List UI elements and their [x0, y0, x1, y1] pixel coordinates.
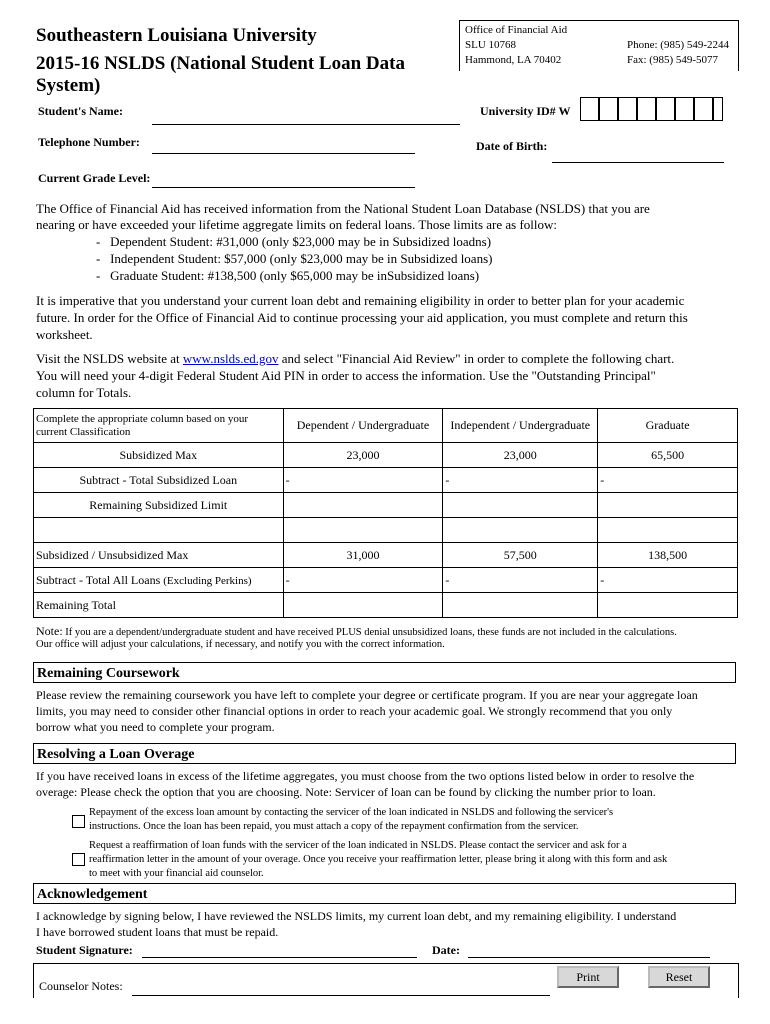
office-slu: SLU 10768: [465, 39, 517, 51]
university-name: Southeastern Louisiana University: [36, 25, 317, 46]
option-repayment-line2: instructions. Once the loan has been repaid, you must attach a copy of the repayment confirmation from the servicer.: [89, 821, 579, 832]
input-cell[interactable]: [443, 518, 598, 543]
table-row: [34, 493, 738, 518]
input-cell[interactable]: [283, 593, 443, 618]
table-row: [34, 468, 738, 493]
counselor-notes-box: [33, 963, 739, 998]
table-row: [34, 593, 738, 618]
note-label: Note:: [36, 624, 63, 638]
telephone-field[interactable]: [152, 139, 415, 154]
intro-line1: The Office of Financial Aid has received information from the National Student Loan Database (NSLDS) that you are: [36, 201, 650, 216]
row-label: Remaining Total: [34, 593, 284, 618]
office-phone: Phone: (985) 549-2244: [627, 39, 730, 51]
imperative-line2: future. In order for the Office of Financial Aid to continue processing your aid application, you must complete and return this: [36, 310, 688, 325]
input-cell[interactable]: [598, 593, 738, 618]
input-cell[interactable]: [443, 593, 598, 618]
row-label: Subtract - Total Subsidized Loan: [34, 468, 284, 493]
overage-heading: Resolving a Loan Overage: [33, 743, 736, 764]
input-cell[interactable]: -: [598, 468, 738, 493]
coursework-line1: Please review the remaining coursework you have left to complete your degree or certificate program. If you are near your aggregate loan: [36, 688, 698, 702]
coursework-line3: borrow what you need to complete your program.: [36, 720, 275, 734]
office-address-box: [459, 20, 739, 71]
signature-label: Student Signature:: [36, 943, 133, 957]
row-label: Subsidized Max: [34, 443, 284, 468]
loan-worksheet-table: [33, 408, 738, 618]
input-cell[interactable]: -: [443, 468, 598, 493]
office-name: Office of Financial Aid: [465, 24, 568, 36]
cell-value: 23,000: [443, 443, 598, 468]
option-reaffirm-line3: to meet with your financial aid counselor.: [89, 868, 264, 879]
visit-line3: column for Totals.: [36, 385, 132, 400]
reset-button[interactable]: Reset: [648, 966, 710, 988]
ack-line2: I have borrowed student loans that must be repaid.: [36, 925, 279, 939]
id-digit-box[interactable]: [599, 97, 618, 121]
id-digit-box[interactable]: [713, 97, 723, 121]
counselor-notes-label: Counselor Notes:: [39, 979, 123, 993]
repayment-checkbox[interactable]: [72, 815, 85, 828]
intro-line2: nearing or have exceeded your lifetime aggregate limits on federal loans. Those limits are as follow:: [36, 217, 558, 232]
counselor-notes-field[interactable]: [132, 981, 550, 996]
coursework-heading: Remaining Coursework: [33, 662, 736, 683]
visit-line1: [36, 350, 674, 367]
cell-value: 65,500: [598, 443, 738, 468]
cell-value: 31,000: [283, 543, 443, 568]
input-cell[interactable]: [598, 493, 738, 518]
overage-line2: overage: Please check the option that you are choosing. Note: Servicer of loan can be found by clicking the number prior to loan.: [36, 785, 656, 799]
visit-prefix: Visit the NSLDS website at: [36, 351, 183, 366]
student-name-label: Student's Name:: [38, 104, 124, 118]
id-digit-box[interactable]: [618, 97, 637, 121]
form-title-line2: System): [36, 75, 101, 96]
visit-line2: You will need your 4-digit Federal Student Aid PIN in order to access the information. Use the "Outstanding Principal": [36, 368, 656, 383]
limit-item: - Independent Student: $57,000 (only $23,000 may be in Subsidized loans): [96, 251, 493, 266]
grade-level-label: Current Grade Level:: [38, 171, 151, 185]
acknowledgement-heading: Acknowledgement: [33, 883, 736, 904]
imperative-line3: worksheet.: [36, 327, 93, 342]
option-repayment-line1: Repayment of the excess loan amount by contacting the servicer of the loan indicated in NSLDS and following the servicer's: [89, 807, 614, 818]
id-digit-box[interactable]: [580, 97, 599, 121]
row-label: [34, 568, 284, 593]
row-label: [34, 518, 284, 543]
row-label: Subsidized / Unsubsidized Max: [34, 543, 284, 568]
id-digit-box[interactable]: [637, 97, 656, 121]
col-independent-undergrad: Independent / Undergraduate: [443, 409, 598, 443]
input-cell[interactable]: [283, 518, 443, 543]
dob-label: Date of Birth:: [476, 139, 548, 153]
cell-value: 138,500: [598, 543, 738, 568]
office-fax: Fax: (985) 549-5077: [627, 54, 719, 66]
reaffirmation-checkbox[interactable]: [72, 853, 85, 866]
id-digit-box[interactable]: [675, 97, 694, 121]
input-cell[interactable]: -: [443, 568, 598, 593]
col-dependent-undergrad: Dependent / Undergraduate: [283, 409, 443, 443]
table-head-instruction: Complete the appropriate column based on your current Classification: [34, 409, 284, 443]
ack-line1: I acknowledge by signing below, I have reviewed the NSLDS limits, my current loan debt, and my remaining eligibility. I understand: [36, 909, 677, 923]
table-row: [34, 568, 738, 593]
table-row: [34, 518, 738, 543]
table-row: [34, 543, 738, 568]
limit-item: - Dependent Student: #31,000 (only $23,000 may be in Subsidized loadns): [96, 234, 492, 249]
row-label-text: Subtract - Total All Loans: [36, 572, 161, 587]
cell-value: 23,000: [283, 443, 443, 468]
input-cell[interactable]: [283, 493, 443, 518]
limit-text: Graduate Student: #138,500 (only $65,000 may be inSubsidized loans): [110, 268, 480, 283]
student-name-field[interactable]: [152, 110, 460, 125]
limit-text: Dependent Student: #31,000 (only $23,000 may be in Subsidized loadns): [110, 234, 492, 249]
overage-line1: If you have received loans in excess of the lifetime aggregates, you must choose from the two options listed below in order to resolve the: [36, 769, 695, 783]
input-cell[interactable]: -: [283, 468, 443, 493]
id-digit-box[interactable]: [694, 97, 713, 121]
note-text: If you are a dependent/undergraduate student and have received PLUS denial unsubsidized loans, these funds are not included in the calculations.: [62, 627, 677, 638]
cell-value: 57,500: [443, 543, 598, 568]
form-title-line1: 2015-16 NSLDS (National Student Loan Data: [36, 53, 405, 74]
input-cell[interactable]: [598, 518, 738, 543]
print-button[interactable]: Print: [557, 966, 619, 988]
coursework-line2: limits, you may need to consider other financial options in order to reach your academic goal. We strongly recommend that you only: [36, 704, 673, 718]
imperative-line1: It is imperative that you understand your current loan debt and remaining eligibility in order to better plan for your academic: [36, 293, 685, 308]
limit-text: Independent Student: $57,000 (only $23,000 may be in Subsidized loans): [110, 251, 493, 266]
option-reaffirm-line1: Request a reaffirmation of loan funds with the servicer of the loan indicated in NSLDS. Please contact the servicer and ask for a: [89, 840, 627, 851]
visit-suffix: and select "Financial Aid Review" in order to complete the following chart.: [278, 351, 675, 366]
note-line2: Our office will adjust your calculations, if necessary, and notify you with the correct information.: [36, 639, 445, 650]
nslds-link[interactable]: www.nslds.ed.gov: [182, 351, 279, 366]
office-city: Hammond, LA 70402: [465, 54, 562, 66]
option-reaffirm-line2: reaffirmation letter in the amount of your overage. Once you receive your reaffirmation letter, please bring it along with this form and ask: [89, 854, 668, 865]
table-row: [34, 443, 738, 468]
grade-level-field[interactable]: [152, 173, 415, 188]
date-field[interactable]: [468, 943, 710, 958]
limit-item: - Graduate Student: #138,500 (only $65,000 may be inSubsidized loans): [96, 268, 480, 283]
input-cell[interactable]: -: [283, 568, 443, 593]
row-label-note: (Excluding Perkins): [163, 574, 252, 587]
telephone-label: Telephone Number:: [38, 135, 140, 149]
university-id-label: University ID# W: [480, 104, 571, 118]
col-graduate: Graduate: [598, 409, 738, 443]
date-label: Date:: [432, 943, 460, 957]
input-cell[interactable]: -: [598, 568, 738, 593]
row-label: Remaining Subsidized Limit: [34, 493, 284, 518]
input-cell[interactable]: [443, 493, 598, 518]
dob-field[interactable]: [552, 148, 724, 163]
id-digit-box[interactable]: [656, 97, 675, 121]
signature-field[interactable]: [142, 943, 417, 958]
